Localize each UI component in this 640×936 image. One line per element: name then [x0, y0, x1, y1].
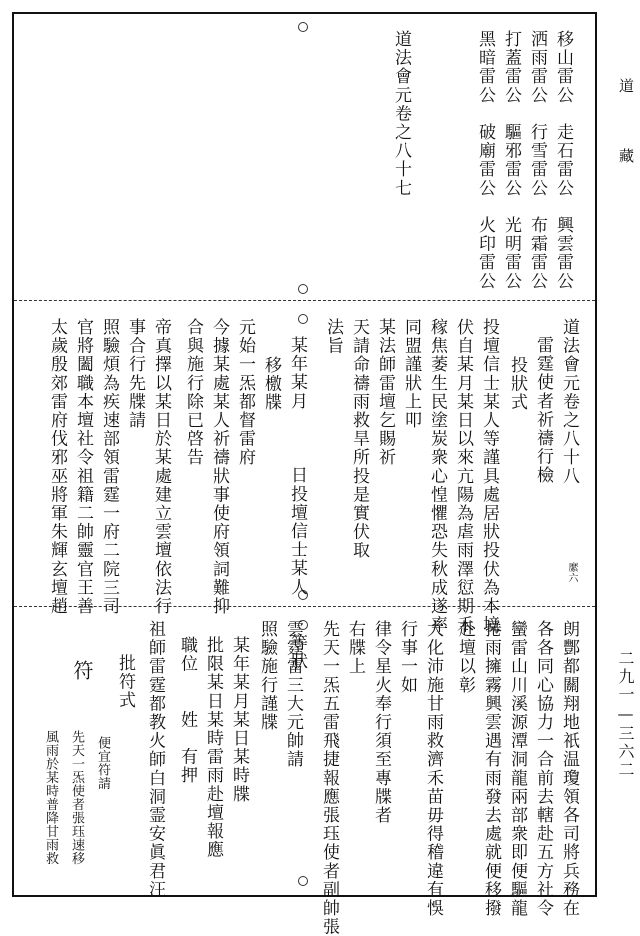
- bottom-column: 先天一炁五雷飛捷報應張珏使者副帥張: [319, 620, 339, 936]
- bottom-column: 大化沛施甘雨救濟禾苗毋得稽違有悞: [423, 620, 443, 918]
- bottom-column: 批限某日某時雷雨赴壇報應: [203, 636, 223, 860]
- bottom-column: 某年某月某日某時牒: [229, 636, 249, 804]
- bottom-column: 雲霆雷三大元帥請: [283, 620, 303, 769]
- talisman-note: 先天一炁使者張珏速移: [69, 730, 84, 865]
- talisman-note: 便宜符請: [95, 736, 110, 790]
- bottom-column: 律令星火奉行須至專牒者: [371, 620, 391, 825]
- middle-column: 投壇信士某人等謹具處居狀投伏為本境: [479, 318, 499, 635]
- bottom-column: 朗酆都關翔地祇温瓊領各司將兵務在: [559, 620, 579, 918]
- top-column: 移山雷公 走石雷公 興雲雷公: [553, 30, 573, 291]
- top-column: 洒雨雷公 行雪雷公 布霜雷公: [527, 30, 547, 291]
- middle-column: 天請命禱雨救旱所投是實伏取: [349, 318, 369, 560]
- bottom-column: 祖師雷霆都教火師白洞霊安眞君汪: [145, 620, 165, 899]
- talisman-label: 符: [70, 660, 94, 682]
- middle-column: 雷霆使者祈禱行檢: [533, 336, 553, 485]
- bottom-column: 赴壇以彰: [455, 620, 475, 695]
- middle-column: 合與施行除已啓告: [183, 318, 203, 467]
- middle-column: 照驗煩為疾速部領雷霆一府二院三司: [99, 318, 119, 616]
- bottom-column: 職位 姓 有押: [177, 636, 197, 785]
- middle-column: 某法師雷壇乞賜祈: [375, 318, 395, 467]
- book-title: 道法會元卷之八十八: [559, 318, 579, 486]
- middle-column: 太歲殷郊雷府伐邪巫將軍朱輝玄壇趙: [47, 318, 67, 616]
- middle-column: 事合行先牒請: [125, 318, 145, 430]
- middle-column: 伏自某月某日以來亢陽為虐雨澤愆期禾: [453, 318, 473, 635]
- middle-column: 法旨: [323, 318, 343, 356]
- top-column: 打蓋雷公 驅邪雷公 光明雷公: [501, 30, 521, 291]
- bottom-column: 右牒上: [345, 620, 365, 676]
- section-heading: 投狀式: [507, 356, 527, 412]
- bottom-column: 行事一如: [397, 620, 417, 695]
- middle-column: 元始一炁都督雷府: [235, 318, 255, 467]
- binding-hole: [298, 284, 308, 294]
- bottom-column: 各各同心協力一合前去轄赴五方社令: [533, 620, 553, 918]
- margin-title-char-1: 道: [617, 78, 635, 96]
- talisman-note: 風雨於某時普降甘雨救: [43, 730, 58, 865]
- top-column: 黑暗雷公 破廟雷公 火印雷公: [475, 30, 495, 291]
- middle-column: 今據某處某人祈禱狀事使府領詞難抑: [209, 318, 229, 616]
- bottom-column: 照驗施行謹牒: [257, 620, 277, 732]
- section-heading: 批符式: [115, 654, 135, 710]
- bottom-column: 蠻雷山川溪源潭洞龍兩部衆即便驅龍: [507, 620, 527, 918]
- middle-column: 官將闔職本壇社令祖籍二帥靈官王善: [73, 318, 93, 616]
- middle-column: 同盟謹狀上叩: [401, 318, 421, 430]
- binding-hole: [298, 314, 308, 324]
- binding-hole: [298, 22, 308, 32]
- margin-title-char-2: 藏: [617, 148, 635, 166]
- middle-column: 帝真擇以某日於某處建立雲壇依法行: [151, 318, 171, 616]
- binding-hole: [298, 876, 308, 886]
- middle-column: 某年某月 日投壇信士某人 等狀: [287, 336, 307, 671]
- bottom-column: 捲雨擁霧興雲遇有雨發去處就便移撥: [481, 620, 501, 918]
- middle-column: 稼焦萎生民塗炭衆心惶懼恐失秋成遂率: [427, 318, 447, 635]
- section-divider-top: [14, 300, 595, 301]
- section-mark: 縻六: [566, 562, 577, 583]
- section-heading: 移檄牒: [261, 356, 281, 412]
- page-number: 二九一—三六二: [616, 650, 635, 779]
- chapter-end-title: 道法會元卷之八十七: [391, 30, 411, 198]
